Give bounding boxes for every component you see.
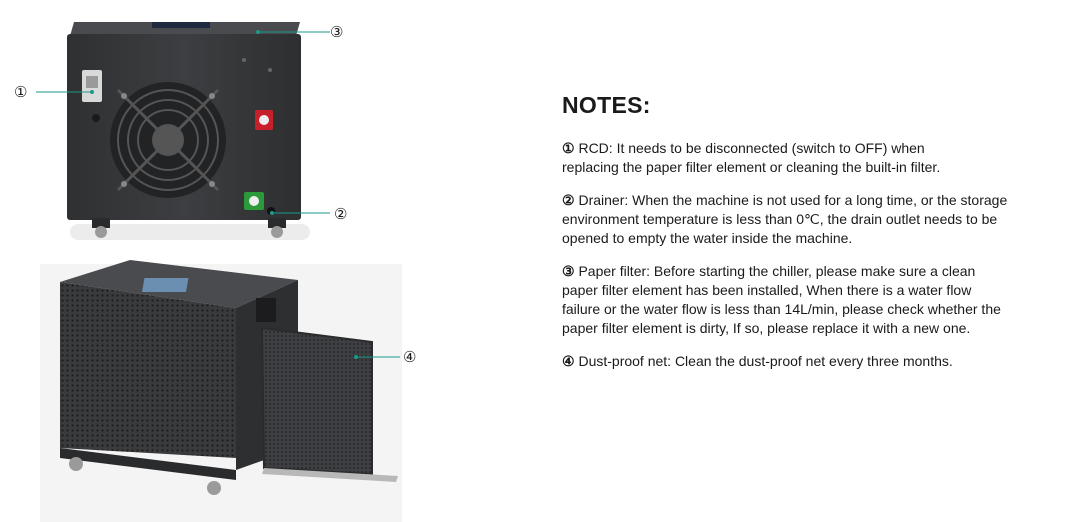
callout-3: ③	[330, 24, 344, 41]
note-3-line-1: Paper filter: Before starting the chiller, please make sure a clean	[578, 263, 976, 279]
left-perforated-face	[60, 282, 236, 458]
note-3-number: ③	[562, 263, 575, 279]
note-2	[562, 191, 1062, 248]
dust-proof-net	[262, 328, 372, 474]
callout-1: ①	[14, 84, 28, 101]
note-3-line-4: paper filter element is dirty, If so, please replace it with a new one.	[562, 320, 971, 336]
callout-2: ②	[334, 206, 348, 223]
notes-title: NOTES:	[562, 92, 651, 118]
note-1	[562, 139, 1062, 177]
note-1-line-2: replacing the paper filter element or cleaning the built-in filter.	[562, 159, 941, 175]
note-1-number: ①	[562, 140, 575, 156]
note-1-line-1: RCD: It needs to be disconnected (switch to OFF) when	[578, 140, 925, 156]
chiller-rear-view-image	[0, 0, 420, 262]
notes-section	[562, 92, 1062, 385]
note-2-line-3: opened to empty the water inside the machine.	[562, 230, 853, 246]
callout-4: ④	[403, 349, 417, 366]
note-2-line-2: environment temperature is less than 0℃, the drain outlet needs to be	[562, 211, 998, 227]
chiller-side-view-image	[0, 258, 430, 522]
display-screen	[142, 278, 188, 292]
top-display-panel	[152, 22, 210, 28]
note-2-line-1: Drainer: When the machine is not used for a long time, or the storage	[578, 192, 1008, 208]
note-2-number: ②	[562, 192, 575, 208]
note-4-number: ④	[562, 353, 575, 369]
note-3-line-2: paper filter element has been installed, When there is a water flow	[562, 282, 972, 298]
note-4-line-1: Dust-proof net: Clean the dust-proof net every three months.	[578, 353, 953, 369]
note-3	[562, 262, 1062, 338]
fan	[110, 82, 226, 198]
note-4	[562, 352, 1062, 371]
note-3-line-3: failure or the water flow is less than 14L/min, please check whether the	[562, 301, 1001, 317]
